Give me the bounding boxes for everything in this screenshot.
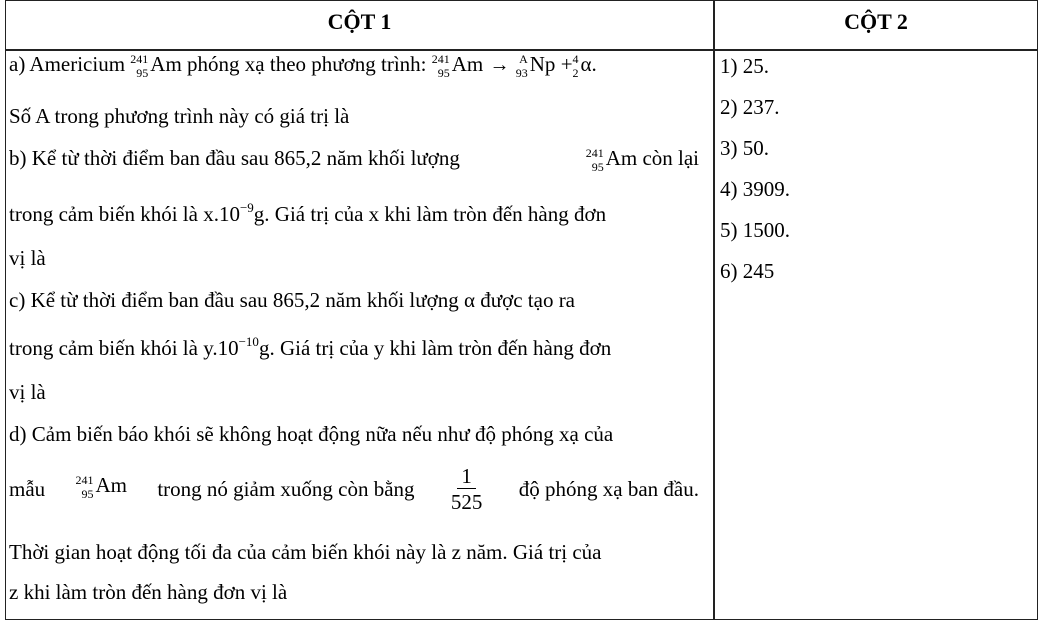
answer-3: 3) 50. <box>720 136 769 160</box>
item-c-line2: trong cảm biến khói là $y.10^{-10}g$. Giá trị của y khi làm tròn đến hàng đơn <box>9 334 612 360</box>
item-a-prefix: a) Americium <box>9 52 126 76</box>
nuclide-alpha: 4 2 α. <box>572 52 597 80</box>
item-b-line2: trong cảm biến khói là $x.10^{-9}g$. Giá trị của x khi làm tròn đến hàng đơn <box>9 200 607 226</box>
item-b-line1 <box>9 146 699 179</box>
column-divider <box>713 1 715 619</box>
item-b-line3: vị là <box>9 246 46 270</box>
nuclide-am-d: 241 95 Am <box>75 473 127 501</box>
item-b-prefix: b) Kể từ thời điểm ban đầu sau 865,2 năm khối lượng <box>9 146 460 170</box>
nuclide-am-b: 241 95 Am <box>585 146 638 174</box>
item-d-line1: d) Cảm biến báo khói sẽ không hoạt động nữa nếu như độ phóng xạ của <box>9 422 614 446</box>
exponent-b: −9 <box>239 200 254 215</box>
header-col2: CỘT 2 <box>844 9 908 34</box>
arrow-icon: → <box>489 54 510 76</box>
nuclide-am: 241 95 Am <box>130 52 182 80</box>
fraction: $\frac{1}{525}$ <box>450 464 483 514</box>
item-d-line2: mẫu 241 95 Am trong nó giảm xuống còn bằng $\frac{1}{525}$ độ phóng xạ ban đầu. <box>9 464 699 514</box>
answer-6: 6) 245 <box>720 259 775 283</box>
exponent-c: −10 <box>238 334 259 349</box>
answer-4: 4) 3909. <box>720 177 790 201</box>
item-a-mid: phóng xạ theo phương trình: <box>187 52 427 76</box>
item-c-line3: vị là <box>9 380 46 404</box>
item-c-line1: c) Kể từ thời điểm ban đầu sau 865,2 năm khối lượng α được tạo ra <box>9 288 576 312</box>
nuclide-am-eq: 241 95 Am <box>431 52 484 80</box>
answer-1: 1) 25. <box>720 54 769 78</box>
answer-5: 5) 1500. <box>720 218 790 242</box>
answer-2: 2) 237. <box>720 95 780 119</box>
item-d-line4: z khi làm tròn đến hàng đơn vị là <box>9 580 288 604</box>
nuclide-np: A 93 Np <box>515 52 556 80</box>
item-b-suffix: còn lại <box>642 146 699 170</box>
item-d-line3: Thời gian hoạt động tối đa của cảm biến khói này là z năm. Giá trị của <box>9 540 602 564</box>
header-divider <box>6 49 1037 51</box>
item-a-line1 <box>9 52 699 85</box>
plus-sign: + <box>560 52 573 76</box>
item-a-line2: Số A trong phương trình này có giá trị là <box>9 104 350 128</box>
header-col1: CỘT 1 <box>327 9 392 34</box>
